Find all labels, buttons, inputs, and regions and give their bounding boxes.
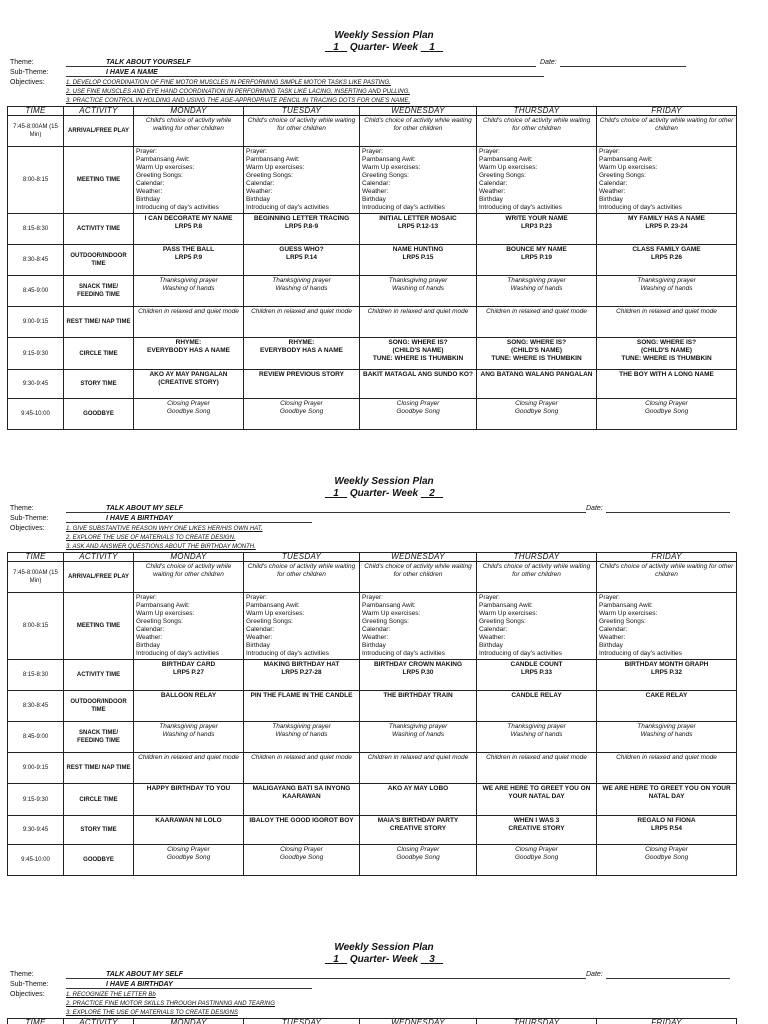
table-row	[8, 691, 737, 722]
day-cell: Closing Prayer Goodbye Song	[360, 845, 477, 876]
day-cell: Prayer: Pambansang Awit: Warm Up exercises: Greeting Songs: Calendar: Weather: Birthday Introducing of day's activities	[360, 593, 477, 660]
col-header-friday: FRIDAY	[597, 1019, 737, 1024]
table-row	[8, 399, 737, 430]
table-header-row	[8, 1019, 737, 1024]
day-cell: Child's choice of activity while waiting for other children	[360, 116, 477, 147]
schedule-table	[7, 106, 737, 430]
session-plan-week-2	[0, 476, 768, 896]
subtheme-value: I HAVE A BIRTHDAY	[106, 515, 173, 522]
day-cell: PIN THE FLAME IN THE CANDLE	[244, 691, 360, 722]
day-cell: Closing Prayer Goodbye Song	[597, 845, 737, 876]
col-header-time: TIME	[8, 107, 64, 116]
plan-title: Weekly Session Plan	[334, 30, 434, 41]
table-header-row	[8, 107, 737, 116]
table-row	[8, 307, 737, 338]
day-cell: Child's choice of activity while waiting for other children	[244, 116, 360, 147]
day-cell: Closing Prayer Goodbye Song	[134, 845, 244, 876]
activity-cell: CIRCLE TIME	[64, 338, 134, 370]
day-cell: Thanksgiving prayer Washing of hands	[360, 276, 477, 307]
col-header-tuesday: TUESDAY	[244, 553, 360, 562]
day-cell: BOUNCE MY NAME LRP5 P.19	[477, 245, 597, 276]
day-cell: ANG BATANG WALANG PANGALAN	[477, 370, 597, 399]
day-cell: BIRTHDAY CROWN MAKING LRP5 P.30	[360, 660, 477, 691]
day-cell: Thanksgiving prayer Washing of hands	[244, 276, 360, 307]
objective-3: 3. PRACTICE CONTROL IN HOLDING AND USING THE AGE-APPROPRIATE PENCIL IN TRACING DOTS FOR ONE'S NAME.	[66, 98, 411, 104]
activity-cell: STORY TIME	[64, 816, 134, 845]
day-cell: Children in relaxed and quiet mode	[134, 753, 244, 784]
activity-cell: STORY TIME	[64, 370, 134, 399]
day-cell: NAME HUNTING LRP5 P.15	[360, 245, 477, 276]
col-header-thursday: THURSDAY	[477, 553, 597, 562]
col-header-activity: ACTIVITY	[64, 553, 134, 562]
day-cell: Prayer: Pambansang Awit: Warm Up exercises: Greeting Songs: Calendar: Weather: Birthday Introducing of day's activities	[360, 147, 477, 214]
day-cell: Child's choice of activity while waiting for other children	[134, 116, 244, 147]
day-cell: WHEN I WAS 3 CREATIVE STORY	[477, 816, 597, 845]
plan-header	[0, 502, 768, 554]
day-cell: PASS THE BALL LRP5 P.9	[134, 245, 244, 276]
quarter-week-line: 1 Quarter- Week 3	[333, 954, 435, 965]
day-cell: CANDLE RELAY	[477, 691, 597, 722]
day-cell: Prayer: Pambansang Awit: Warm Up exercises: Greeting Songs: Calendar: Weather: Birthday Introducing of day's activities	[244, 147, 360, 214]
day-cell: AKO AY MAY PANGALAN (CREATIVE STORY)	[134, 370, 244, 399]
subtheme-value: I HAVE A NAME	[106, 69, 158, 76]
activity-cell: OUTDOOR/INDOOR TIME	[64, 691, 134, 722]
theme-label: Theme:	[10, 505, 34, 512]
day-cell: Prayer: Pambansang Awit: Warm Up exercises: Greeting Songs: Calendar: Weather: Birthday Introducing of day's activities	[597, 593, 737, 660]
objective-3: 3. EXPLORE THE USE OF MATERIALS TO CREATE DESIGNS	[66, 1010, 238, 1016]
day-cell: THE BOY WITH A LONG NAME	[597, 370, 737, 399]
day-cell: Prayer: Pambansang Awit: Warm Up exercises: Greeting Songs: Calendar: Weather: Birthday Introducing of day's activities	[597, 147, 737, 214]
objective-2: 2. EXPLORE THE USE OF MATERIALS TO CREATE DESIGN.	[66, 535, 236, 541]
activity-cell: MEETING TIME	[64, 147, 134, 214]
col-header-tuesday: TUESDAY	[244, 1019, 360, 1024]
time-cell: 8:30-8:45	[8, 691, 64, 722]
theme-label: Theme:	[10, 59, 34, 66]
activity-cell: ACTIVITY TIME	[64, 660, 134, 691]
day-cell: I CAN DECORATE MY NAME LRP5 P.8	[134, 214, 244, 245]
activity-cell: ARRIVAL/FREE PLAY	[64, 116, 134, 147]
day-cell: GUESS WHO? LRP5 P.14	[244, 245, 360, 276]
table-row	[8, 370, 737, 399]
time-cell: 8:15-8:30	[8, 214, 64, 245]
activity-cell: REST TIME/ NAP TIME	[64, 307, 134, 338]
activity-cell: MEETING TIME	[64, 593, 134, 660]
day-cell: SONG: WHERE IS? (CHILD'S NAME) TUNE: WHERE IS THUMBKIN	[360, 338, 477, 370]
col-header-wednesday: WEDNESDAY	[360, 553, 477, 562]
day-cell: CANDLE COUNT LRP5 P.33	[477, 660, 597, 691]
day-cell: Child's choice of activity while waiting for other children	[477, 116, 597, 147]
table-row	[8, 722, 737, 753]
time-cell: 8:00-8:15	[8, 147, 64, 214]
day-cell: BIRTHDAY MONTH GRAPH LRP5 P.32	[597, 660, 737, 691]
objectives-label: Objectives:	[10, 79, 45, 86]
activity-cell: SNACK TIME/ FEEDING TIME	[64, 276, 134, 307]
quarter-week-line: 1 Quarter- Week 2	[333, 488, 435, 499]
schedule-table	[7, 1018, 737, 1024]
schedule-table	[7, 552, 737, 876]
day-cell: Children in relaxed and quiet mode	[477, 753, 597, 784]
activity-cell: SNACK TIME/ FEEDING TIME	[64, 722, 134, 753]
time-cell: 9:00-9:15	[8, 307, 64, 338]
table-row	[8, 816, 737, 845]
subtheme-label: Sub-Theme:	[10, 515, 49, 522]
day-cell: Prayer: Pambansang Awit: Warm Up exercises: Greeting Songs: Calendar: Weather: Birthday Introducing of day's activities	[477, 593, 597, 660]
day-cell: Children in relaxed and quiet mode	[244, 307, 360, 338]
day-cell: WE ARE HERE TO GREET YOU ON YOUR NATAL DAY	[597, 784, 737, 816]
day-cell: Children in relaxed and quiet mode	[360, 753, 477, 784]
day-cell: Closing Prayer Goodbye Song	[597, 399, 737, 430]
col-header-monday: MONDAY	[134, 107, 244, 116]
col-header-thursday: THURSDAY	[477, 107, 597, 116]
quarter-week-line: 1 Quarter- Week 1	[333, 42, 435, 53]
day-cell: Child's choice of activity while waiting for other children	[597, 116, 737, 147]
day-cell: Thanksgiving prayer Washing of hands	[134, 276, 244, 307]
day-cell: WRITE YOUR NAME LRP3 P.23	[477, 214, 597, 245]
theme-label: Theme:	[10, 971, 34, 978]
day-cell: MAKING BIRTHDAY HAT LRP5 P.27-28	[244, 660, 360, 691]
plan-header	[0, 968, 768, 1020]
day-cell: WE ARE HERE TO GREET YOU ON YOUR NATAL DAY	[477, 784, 597, 816]
col-header-activity: ACTIVITY	[64, 107, 134, 116]
table-row	[8, 562, 737, 593]
day-cell: Child's choice of activity while waiting for other children	[134, 562, 244, 593]
day-cell: Prayer: Pambansang Awit: Warm Up exercises: Greeting Songs: Calendar: Weather: Birthday Introducing of day's activities	[244, 593, 360, 660]
day-cell: MY FAMILY HAS A NAME LRP5 P. 23-24	[597, 214, 737, 245]
day-cell: BAKIT MATAGAL ANG SUNDO KO?	[360, 370, 477, 399]
subtheme-label: Sub-Theme:	[10, 981, 49, 988]
table-row	[8, 845, 737, 876]
day-cell: Thanksgiving prayer Washing of hands	[477, 722, 597, 753]
activity-cell: OUTDOOR/INDOOR TIME	[64, 245, 134, 276]
theme-value: TALK ABOUT MY SELF	[106, 505, 183, 512]
time-cell: 9:15-9:30	[8, 338, 64, 370]
day-cell: HAPPY BIRTHDAY TO YOU	[134, 784, 244, 816]
objective-1: 1. GIVE SUBSTANTIVE REASON WHY ONE LIKES HER/HIS OWN HAT.	[66, 526, 263, 532]
day-cell: Child's choice of activity while waiting for other children	[477, 562, 597, 593]
objective-1: 1. RECOGNIZE THE LETTER Bb	[66, 992, 156, 998]
activity-cell: CIRCLE TIME	[64, 784, 134, 816]
col-header-friday: FRIDAY	[597, 553, 737, 562]
session-plan-week-3	[0, 942, 768, 1024]
day-cell: BALLOON RELAY	[134, 691, 244, 722]
day-cell: Prayer: Pambansang Awit: Warm Up exercises: Greeting Songs: Calendar: Weather: Birthday Introducing of day's activities	[134, 593, 244, 660]
date-label: Date:	[586, 505, 603, 512]
time-cell: 9:45-10:00	[8, 845, 64, 876]
col-header-time: TIME	[8, 1019, 64, 1024]
day-cell: REVIEW PREVIOUS STORY	[244, 370, 360, 399]
day-cell: Closing Prayer Goodbye Song	[477, 399, 597, 430]
activity-cell: GOODBYE	[64, 845, 134, 876]
day-cell: Child's choice of activity while waiting for other children	[360, 562, 477, 593]
day-cell: SONG: WHERE IS? (CHILD'S NAME) TUNE: WHERE IS THUMBKIN	[477, 338, 597, 370]
col-header-tuesday: TUESDAY	[244, 107, 360, 116]
time-cell: 9:45-10:00	[8, 399, 64, 430]
day-cell: Prayer: Pambansang Awit: Warm Up exercises: Greeting Songs: Calendar: Weather: Birthday Introducing of day's activities	[477, 147, 597, 214]
day-cell: Closing Prayer Goodbye Song	[360, 399, 477, 430]
day-cell: INITIAL LETTER MOSAIC LRP5 P.12-13	[360, 214, 477, 245]
col-header-time: TIME	[8, 553, 64, 562]
time-cell: 9:30-9:45	[8, 370, 64, 399]
activity-cell: REST TIME/ NAP TIME	[64, 753, 134, 784]
day-cell: Child's choice of activity while waiting for other children	[597, 562, 737, 593]
day-cell: Closing Prayer Goodbye Song	[244, 399, 360, 430]
day-cell: Thanksgiving prayer Washing of hands	[597, 722, 737, 753]
day-cell: BIRTHDAY CARD LRP5 P.27	[134, 660, 244, 691]
theme-value: TALK ABOUT MY SELF	[106, 971, 183, 978]
day-cell: Thanksgiving prayer Washing of hands	[360, 722, 477, 753]
col-header-friday: FRIDAY	[597, 107, 737, 116]
col-header-monday: MONDAY	[134, 553, 244, 562]
objectives-label: Objectives:	[10, 525, 45, 532]
session-plan-week-1	[0, 30, 768, 450]
day-cell: Thanksgiving prayer Washing of hands	[477, 276, 597, 307]
day-cell: IBALOY THE GOOD IGOROT BOY	[244, 816, 360, 845]
day-cell: Children in relaxed and quiet mode	[244, 753, 360, 784]
plan-header	[0, 56, 768, 108]
objective-3: 3. ASK AND ANSWER QUESTIONS ABOUT THE BIRTHDAY MONTH.	[66, 544, 256, 550]
time-cell: 7:45-8:00AM (15 Min)	[8, 562, 64, 593]
objective-2: 2. PRACTICE FINE MOTOR SKILLS THROUGH PASTINNNG AND TEARING	[66, 1001, 275, 1007]
activity-cell: GOODBYE	[64, 399, 134, 430]
objective-1: 1. DEVELOP COORDINATION OF FINE MOTOR MUSCLES IN PERFORMING SIMPLE MOTOR TASKS LIKE PASTING.	[66, 80, 391, 86]
day-cell: KAARAWAN NI LOLO	[134, 816, 244, 845]
table-row	[8, 784, 737, 816]
time-cell: 9:00-9:15	[8, 753, 64, 784]
table-row	[8, 593, 737, 660]
day-cell: REGALO NI FIONA LRP5 P.54	[597, 816, 737, 845]
day-cell: MALIGAYANG BATI SA INYONG KAARAWAN	[244, 784, 360, 816]
day-cell: SONG: WHERE IS? (CHILD'S NAME) TUNE: WHERE IS THUMBKIN	[597, 338, 737, 370]
day-cell: Thanksgiving prayer Washing of hands	[244, 722, 360, 753]
table-row	[8, 753, 737, 784]
col-header-activity: ACTIVITY	[64, 1019, 134, 1024]
plan-title: Weekly Session Plan	[334, 942, 434, 953]
day-cell: Closing Prayer Goodbye Song	[477, 845, 597, 876]
col-header-wednesday: WEDNESDAY	[360, 107, 477, 116]
table-row	[8, 147, 737, 214]
day-cell: Children in relaxed and quiet mode	[597, 753, 737, 784]
day-cell: BEGINNING LETTER TRACING LRP5 P.8-9	[244, 214, 360, 245]
time-cell: 7:45-8:00AM (15 Min)	[8, 116, 64, 147]
day-cell: Children in relaxed and quiet mode	[597, 307, 737, 338]
subtheme-label: Sub-Theme:	[10, 69, 49, 76]
subtheme-value: I HAVE A BIRTHDAY	[106, 981, 173, 988]
col-header-wednesday: WEDNESDAY	[360, 1019, 477, 1024]
time-cell: 8:30-8:45	[8, 245, 64, 276]
date-label: Date:	[540, 59, 557, 66]
day-cell: Children in relaxed and quiet mode	[134, 307, 244, 338]
activity-cell: ACTIVITY TIME	[64, 214, 134, 245]
time-cell: 8:45-9:00	[8, 722, 64, 753]
time-cell: 8:00-8:15	[8, 593, 64, 660]
time-cell: 8:15-8:30	[8, 660, 64, 691]
col-header-thursday: THURSDAY	[477, 1019, 597, 1024]
col-header-monday: MONDAY	[134, 1019, 244, 1024]
table-row	[8, 116, 737, 147]
day-cell: Prayer: Pambansang Awit: Warm Up exercises: Greeting Songs: Calendar: Weather: Birthday Introducing of day's activities	[134, 147, 244, 214]
day-cell: CLASS FAMILY GAME LRP5 P.26	[597, 245, 737, 276]
day-cell: Closing Prayer Goodbye Song	[134, 399, 244, 430]
day-cell: THE BIRTHDAY TRAIN	[360, 691, 477, 722]
objectives-label: Objectives:	[10, 991, 45, 998]
day-cell: Thanksgiving prayer Washing of hands	[134, 722, 244, 753]
day-cell: RHYME: EVERYBODY HAS A NAME	[134, 338, 244, 370]
day-cell: Thanksgiving prayer Washing of hands	[597, 276, 737, 307]
activity-cell: ARRIVAL/FREE PLAY	[64, 562, 134, 593]
table-header-row	[8, 553, 737, 562]
date-label: Date:	[586, 971, 603, 978]
table-row	[8, 214, 737, 245]
plan-title: Weekly Session Plan	[334, 476, 434, 487]
day-cell: CAKE RELAY	[597, 691, 737, 722]
time-cell: 9:30-9:45	[8, 816, 64, 845]
table-row	[8, 276, 737, 307]
time-cell: 8:45-9:00	[8, 276, 64, 307]
table-row	[8, 245, 737, 276]
table-row	[8, 338, 737, 370]
day-cell: Child's choice of activity while waiting for other children	[244, 562, 360, 593]
day-cell: MAIA'S BIRTHDAY PARTY CREATIVE STORY	[360, 816, 477, 845]
day-cell: RHYME: EVERYBODY HAS A NAME	[244, 338, 360, 370]
day-cell: Children in relaxed and quiet mode	[360, 307, 477, 338]
day-cell: Children in relaxed and quiet mode	[477, 307, 597, 338]
day-cell: Closing Prayer Goodbye Song	[244, 845, 360, 876]
objective-2: 2. USE FINE MUSCLES AND EYE HAND COORDINATION IN PERFORMING TASK LIKE LACING, INSERTING AND PULLING.	[66, 89, 410, 95]
theme-value: TALK ABOUT YOURSELF	[106, 59, 191, 66]
day-cell: AKO AY MAY LOBO	[360, 784, 477, 816]
time-cell: 9:15-9:30	[8, 784, 64, 816]
table-row	[8, 660, 737, 691]
